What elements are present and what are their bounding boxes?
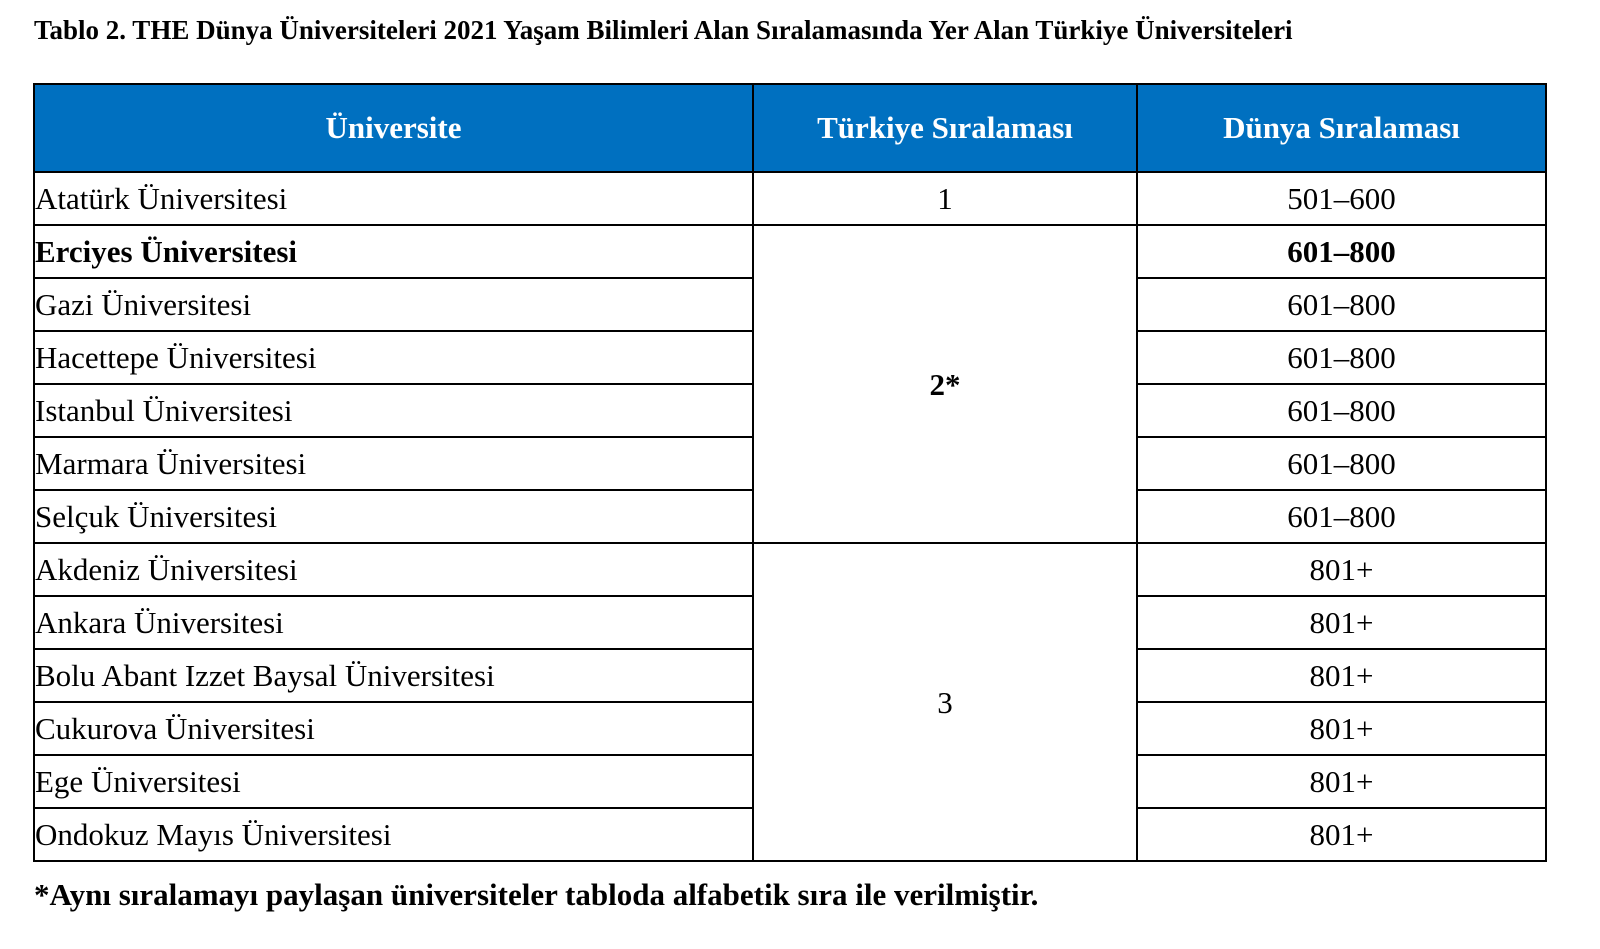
- world-rank: 601–800: [1137, 437, 1546, 490]
- world-rank: 801+: [1137, 702, 1546, 755]
- university-name: Gazi Üniversitesi: [34, 278, 753, 331]
- table-header-row: [34, 84, 1546, 172]
- table-caption: Tablo 2. THE Dünya Üniversiteleri 2021 Yaşam Bilimleri Alan Sıralamasında Yer Alan Türkiye Üniversiteleri: [34, 15, 1293, 45]
- world-rank: 601–800: [1137, 490, 1546, 543]
- world-rank: 601–800: [1137, 278, 1546, 331]
- world-rank: 801+: [1137, 596, 1546, 649]
- university-name: Erciyes Üniversitesi: [34, 225, 753, 278]
- world-rank: 601–800: [1137, 384, 1546, 437]
- turkey-rank-cell: 2*: [753, 225, 1137, 543]
- university-name: Marmara Üniversitesi: [34, 437, 753, 490]
- table-row: [34, 225, 1546, 278]
- world-rank: 601–800: [1137, 331, 1546, 384]
- ranking-table: [33, 83, 1547, 862]
- world-rank: 801+: [1137, 808, 1546, 861]
- university-name: Ondokuz Mayıs Üniversitesi: [34, 808, 753, 861]
- university-name: Cukurova Üniversitesi: [34, 702, 753, 755]
- world-rank: 501–600: [1137, 172, 1546, 225]
- table-row: [34, 543, 1546, 596]
- university-name: Istanbul Üniversitesi: [34, 384, 753, 437]
- university-name: Akdeniz Üniversitesi: [34, 543, 753, 596]
- turkey-rank-cell: 3: [753, 543, 1137, 861]
- turkey-rank-cell: 1: [753, 172, 1137, 225]
- university-name: Hacettepe Üniversitesi: [34, 331, 753, 384]
- world-rank: 801+: [1137, 543, 1546, 596]
- world-rank: 601–800: [1137, 225, 1546, 278]
- header-turkey-rank: Türkiye Sıralaması: [753, 84, 1137, 172]
- university-name: Ege Üniversitesi: [34, 755, 753, 808]
- header-university: Üniversite: [34, 84, 753, 172]
- university-name: Bolu Abant Izzet Baysal Üniversitesi: [34, 649, 753, 702]
- header-world-rank: Dünya Sıralaması: [1137, 84, 1546, 172]
- world-rank: 801+: [1137, 755, 1546, 808]
- university-name: Selçuk Üniversitesi: [34, 490, 753, 543]
- university-name: Ankara Üniversitesi: [34, 596, 753, 649]
- world-rank: 801+: [1137, 649, 1546, 702]
- table-footnote: *Aynı sıralamayı paylaşan üniversiteler tabloda alfabetik sıra ile verilmiştir.: [34, 877, 1039, 912]
- table-row: [34, 172, 1546, 225]
- university-name: Atatürk Üniversitesi: [34, 172, 753, 225]
